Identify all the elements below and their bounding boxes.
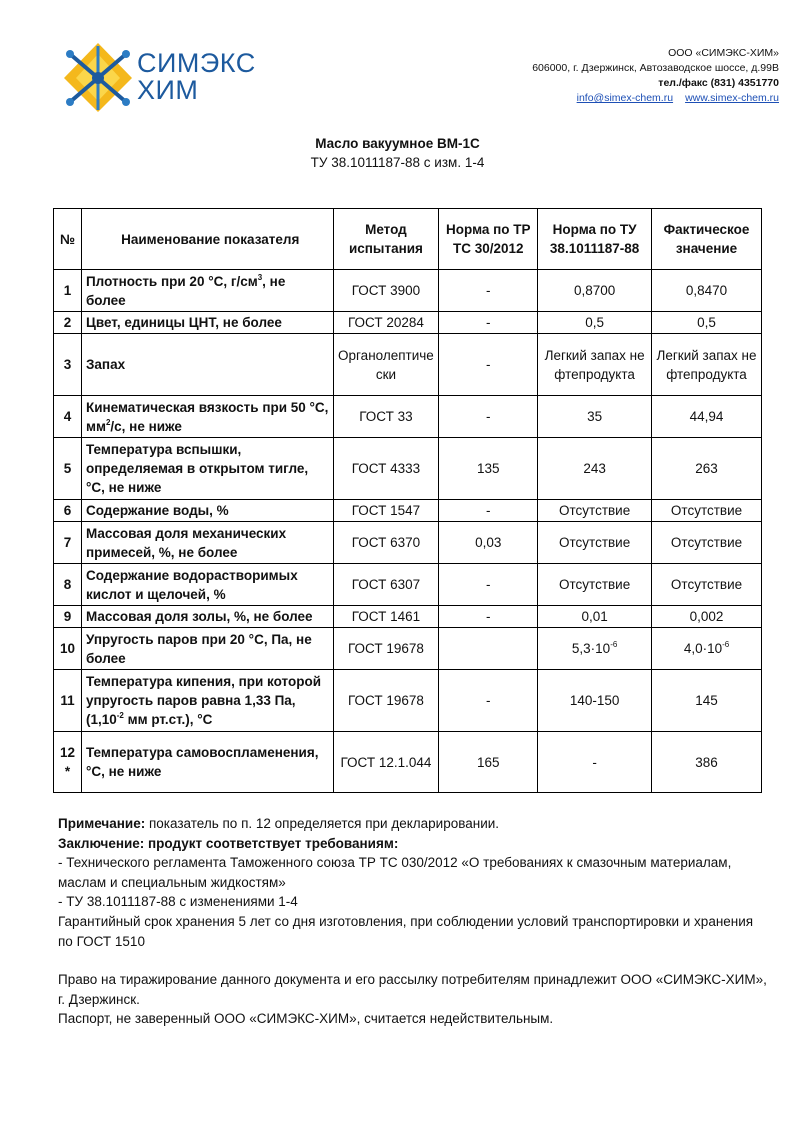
row-norm-tu — [538, 628, 652, 670]
table-row — [54, 312, 762, 334]
company-name: ООО «СИМЭКС-ХИМ» — [668, 47, 779, 59]
company-logo — [62, 40, 256, 115]
note-text: показатель по п. 12 определяется при декларировании. — [145, 816, 500, 831]
row-name-sup: -2 — [116, 711, 124, 720]
table-row — [54, 270, 762, 312]
row-method: ГОСТ 6370 — [333, 522, 439, 564]
header-norm-tr: Норма по ТР ТС 30/2012 — [439, 209, 538, 270]
row-norm-tr: - — [439, 396, 538, 438]
row-actual: Легкий запах нефтепродукта — [652, 334, 762, 396]
row-name — [81, 396, 333, 438]
table-row — [54, 628, 762, 670]
row-actual: 0,5 — [652, 312, 762, 334]
row-name-part: Кинематическая вязкость при 50 °С, мм — [85, 399, 329, 434]
company-address: 606000, г. Дзержинск, Автозаводское шоссе, д.99В — [532, 62, 779, 74]
row-name: Массовая доля золы, %, не более — [81, 606, 333, 628]
table-row — [54, 606, 762, 628]
logo-emblem-icon — [62, 40, 134, 115]
row-norm-tu: Легкий запах нефтепродукта — [538, 334, 652, 396]
row-norm-tr: - — [439, 334, 538, 396]
header-method: Метод испытания — [333, 209, 439, 270]
row-norm-tr: - — [439, 606, 538, 628]
row-actual: 145 — [652, 670, 762, 732]
row-norm-tu: - — [538, 732, 652, 793]
row-method: ГОСТ 33 — [333, 396, 439, 438]
row-norm-tr: 135 — [439, 438, 538, 500]
actual-base: 4,0·10 — [683, 641, 723, 656]
row-number: 5 — [54, 438, 82, 500]
row-norm-tu: Отсутствие — [538, 522, 652, 564]
row-name-part: , не более — [85, 273, 286, 308]
note-label: Примечание: — [58, 816, 146, 831]
row-number: 2 — [54, 312, 82, 334]
conclusion — [58, 834, 768, 854]
row-method: ГОСТ 12.1.044 — [333, 732, 439, 793]
email-link[interactable]: info@simex-chem.ru — [576, 92, 674, 104]
requirement-1: - Технического регламента Таможенного союза ТР ТС 030/2012 «О требованиях к смазочным материалам, маслам и специальным жидкостям» — [58, 855, 732, 890]
row-name — [81, 670, 333, 732]
row-number: 12* — [54, 732, 82, 793]
row-name: Запах — [81, 334, 333, 396]
row-method: ГОСТ 4333 — [333, 438, 439, 500]
row-name-sup: 2 — [105, 417, 111, 427]
row-method: ГОСТ 3900 — [333, 270, 439, 312]
notes-section — [58, 814, 768, 1029]
row-name-part: мм рт.ст.), °С — [123, 712, 213, 727]
row-name: Температура вспышки, определяемая в открытом тигле, °С, не ниже — [81, 438, 333, 500]
company-links — [459, 91, 779, 106]
row-method: ГОСТ 20284 — [333, 312, 439, 334]
table-row — [54, 522, 762, 564]
row-actual: 263 — [652, 438, 762, 500]
row-norm-tu: 0,8700 — [538, 270, 652, 312]
row-name: Содержание водорастворимых кислот и щелочей, % — [81, 564, 333, 606]
row-name: Упругость паров при 20 °С, Па, не более — [81, 628, 333, 670]
row-norm-tr: 165 — [439, 732, 538, 793]
conclusion-text: Заключение: продукт соответствует требованиям: — [58, 835, 399, 851]
table-row — [54, 438, 762, 500]
row-number: 3 — [54, 334, 82, 396]
spacer — [58, 951, 768, 970]
document-title — [0, 134, 795, 172]
validity-text: Паспорт, не заверенный ООО «СИМЭКС-ХИМ», считается недействительным. — [58, 1011, 554, 1027]
table-header-row — [54, 209, 762, 270]
row-actual: Отсутствие — [652, 500, 762, 522]
row-method: ГОСТ 6307 — [333, 564, 439, 606]
row-actual: 0,8470 — [652, 270, 762, 312]
table-row — [54, 334, 762, 396]
row-name — [81, 270, 333, 312]
table-row — [54, 396, 762, 438]
row-norm-tu: 0,5 — [538, 312, 652, 334]
logo-text-line1: СИМЭКС — [137, 48, 256, 78]
warranty-text: Гарантийный срок хранения 5 лет со дня изготовления, при соблюдении условий транспортировки и хранения по ГОСТ 1510 — [58, 913, 754, 949]
row-method: ГОСТ 1547 — [333, 500, 439, 522]
table-row — [54, 564, 762, 606]
row-name-part: Температура кипения, при которой упругость паров равна 1,33 Па, (1,10 — [85, 674, 322, 727]
row-norm-tu: 0,01 — [538, 606, 652, 628]
note-line — [58, 814, 768, 834]
row-name: Цвет, единицы ЦНТ, не более — [81, 312, 333, 334]
row-number: 6 — [54, 500, 82, 522]
row-name-part: Плотность при 20 °С, г/см — [85, 273, 258, 289]
website-link[interactable]: www.simex-chem.ru — [685, 92, 779, 104]
row-method: ГОСТ 1461 — [333, 606, 439, 628]
row-actual — [652, 628, 762, 670]
row-number: 4 — [54, 396, 82, 438]
spec-table — [53, 208, 762, 793]
row-name-part: /с, не ниже — [110, 418, 182, 434]
row-norm-tr: - — [439, 312, 538, 334]
table-row — [54, 500, 762, 522]
row-number: 7 — [54, 522, 82, 564]
row-actual: 0,002 — [652, 606, 762, 628]
header-no: № — [54, 209, 82, 270]
row-name: Массовая доля механических примесей, %, не более — [81, 522, 333, 564]
header-actual: Фактическое значение — [652, 209, 762, 270]
row-norm-tu: 35 — [538, 396, 652, 438]
rights-text: Право на тиражирование данного документа и его рассылку потребителям принадлежит ООО «СИМЭКС-ХИМ», г. Дзержинск. — [58, 972, 767, 1007]
row-norm-tr: - — [439, 564, 538, 606]
row-actual: Отсутствие — [652, 564, 762, 606]
row-norm-tu: Отсутствие — [538, 564, 652, 606]
row-number: 9 — [54, 606, 82, 628]
row-actual: Отсутствие — [652, 522, 762, 564]
row-method: Органолептически — [333, 334, 439, 396]
logo-text-line2: ХИМ — [137, 75, 199, 105]
row-method: ГОСТ 19678 — [333, 628, 439, 670]
norm-tu-exponent: -6 — [610, 640, 618, 649]
requirement-2: - ТУ 38.1011187-88 с изменениями 1-4 — [58, 894, 298, 910]
row-norm-tr: - — [439, 500, 538, 522]
row-norm-tr: 0,03 — [439, 522, 538, 564]
row-name: Температура самовоспламенения, °С, не ниже — [81, 732, 333, 793]
row-name: Содержание воды, % — [81, 500, 333, 522]
header-name: Наименование показателя — [81, 209, 333, 270]
row-norm-tu: Отсутствие — [538, 500, 652, 522]
row-norm-tr: - — [439, 270, 538, 312]
norm-tu-base: 5,3·10 — [571, 641, 611, 656]
row-norm-tr: - — [439, 670, 538, 732]
row-norm-tu: 243 — [538, 438, 652, 500]
company-phone: тел./факс (831) 4351770 — [658, 77, 779, 89]
product-standard: ТУ 38.1011187-88 с изм. 1-4 — [310, 155, 485, 170]
company-contacts — [459, 46, 779, 106]
row-number: 11 — [54, 670, 82, 732]
table-row — [54, 670, 762, 732]
row-actual: 386 — [652, 732, 762, 793]
actual-exponent: -6 — [722, 640, 730, 649]
row-norm-tr — [439, 628, 538, 670]
row-name-sup: 3 — [257, 272, 263, 282]
row-method: ГОСТ 19678 — [333, 670, 439, 732]
table-row — [54, 732, 762, 793]
product-name: Масло вакуумное ВМ-1С — [315, 136, 480, 151]
row-number: 1 — [54, 270, 82, 312]
row-norm-tu: 140-150 — [538, 670, 652, 732]
header-norm-tu: Норма по ТУ 38.1011187-88 — [538, 209, 652, 270]
row-number: 10 — [54, 628, 82, 670]
row-number: 8 — [54, 564, 82, 606]
row-actual: 44,94 — [652, 396, 762, 438]
